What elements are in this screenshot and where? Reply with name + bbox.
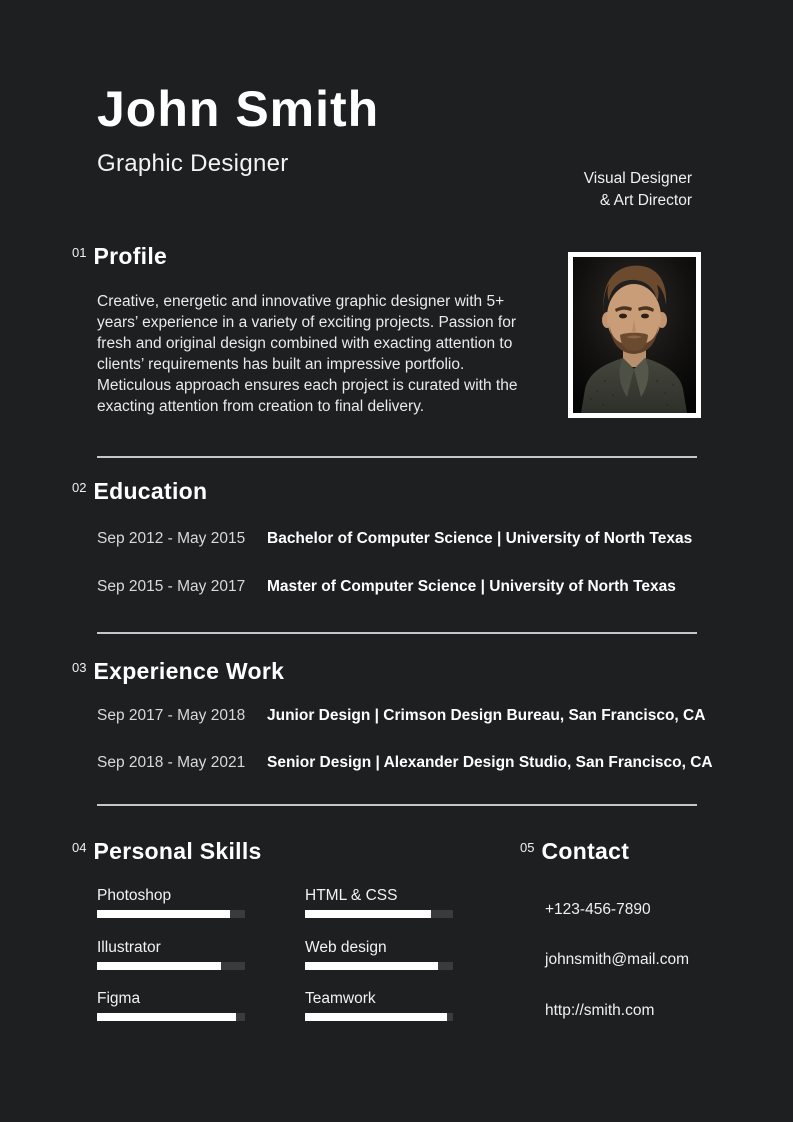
skill-item [305, 990, 453, 1021]
skill-bar-fill [305, 962, 438, 970]
education-detail: Bachelor of Computer Science | University of North Texas [267, 530, 693, 547]
header-subtitle [584, 168, 692, 211]
skill-item [305, 887, 453, 918]
skill-label: Photoshop [97, 887, 172, 904]
skill-item [97, 939, 245, 970]
skill-item [97, 990, 245, 1021]
section-divider [97, 632, 697, 634]
experience-row [97, 753, 737, 773]
experience-row [97, 706, 737, 726]
section-title: Profile [93, 243, 168, 269]
section-header-education [72, 478, 207, 505]
skill-bar-track [97, 1013, 245, 1021]
skill-bar-fill [97, 962, 221, 970]
section-number: 02 [72, 480, 87, 495]
section-number: 01 [72, 245, 87, 260]
profile-paragraph: Creative, energetic and innovative graphic designer with 5+ years’ experience in a variety of exciting projects. Passion for fresh and original design combined with exacting attention to clients’ requirements has built an impressive portfolio. Meticulous approach ensures each project is curated with the exacting attention from creation to final delivery. [97, 293, 518, 415]
section-number: 04 [72, 840, 87, 855]
job-title: Graphic Designer [97, 150, 289, 177]
section-title: Education [93, 478, 208, 504]
section-divider [97, 804, 697, 806]
section-header-experience [72, 658, 284, 685]
section-title: Contact [541, 838, 630, 864]
portrait-photo [568, 252, 701, 418]
skill-bar-fill [305, 910, 431, 918]
skill-bar-track [97, 962, 245, 970]
skill-bar-fill [97, 1013, 236, 1021]
contact-website: http://smith.com [545, 1002, 655, 1019]
section-title: Personal Skills [93, 838, 262, 864]
skill-item [305, 939, 453, 970]
skill-label: Teamwork [305, 990, 376, 1007]
experience-detail: Junior Design | Crimson Design Bureau, San Francisco, CA [267, 707, 706, 724]
subtitle-line-2: & Art Director [599, 191, 692, 209]
skill-bar-track [97, 910, 245, 918]
subtitle-line-1: Visual Designer [583, 170, 692, 187]
education-row [97, 577, 737, 597]
skill-label: Web design [305, 939, 387, 956]
education-row [97, 529, 737, 549]
skill-item [97, 887, 245, 918]
experience-detail: Senior Design | Alexander Design Studio, San Francisco, CA [267, 754, 713, 771]
skill-bar-track [305, 1013, 453, 1021]
skill-bar-fill [305, 1013, 447, 1021]
section-header-skills [72, 838, 262, 865]
skill-bar-track [305, 962, 453, 970]
skill-label: Figma [97, 990, 141, 1007]
person-name: John Smith [97, 81, 380, 137]
skill-bar-track [305, 910, 453, 918]
skill-label: Illustrator [97, 939, 161, 956]
contact-email: johnsmith@mail.com [545, 951, 690, 968]
section-divider [97, 456, 697, 458]
section-title: Experience Work [93, 658, 285, 684]
education-period: Sep 2012 - May 2015 [97, 530, 246, 547]
portrait-illustration [573, 257, 696, 413]
skill-label: HTML & CSS [305, 887, 398, 904]
section-header-profile [72, 243, 167, 270]
section-header-contact [520, 838, 629, 865]
education-period: Sep 2015 - May 2017 [97, 578, 246, 595]
experience-period: Sep 2018 - May 2021 [97, 754, 246, 771]
education-detail: Master of Computer Science | University of North Texas [267, 578, 676, 595]
experience-period: Sep 2017 - May 2018 [97, 707, 246, 724]
section-number: 05 [520, 840, 535, 855]
contact-phone: +123-456-7890 [545, 901, 651, 918]
skill-bar-fill [97, 910, 230, 918]
section-number: 03 [72, 660, 87, 675]
